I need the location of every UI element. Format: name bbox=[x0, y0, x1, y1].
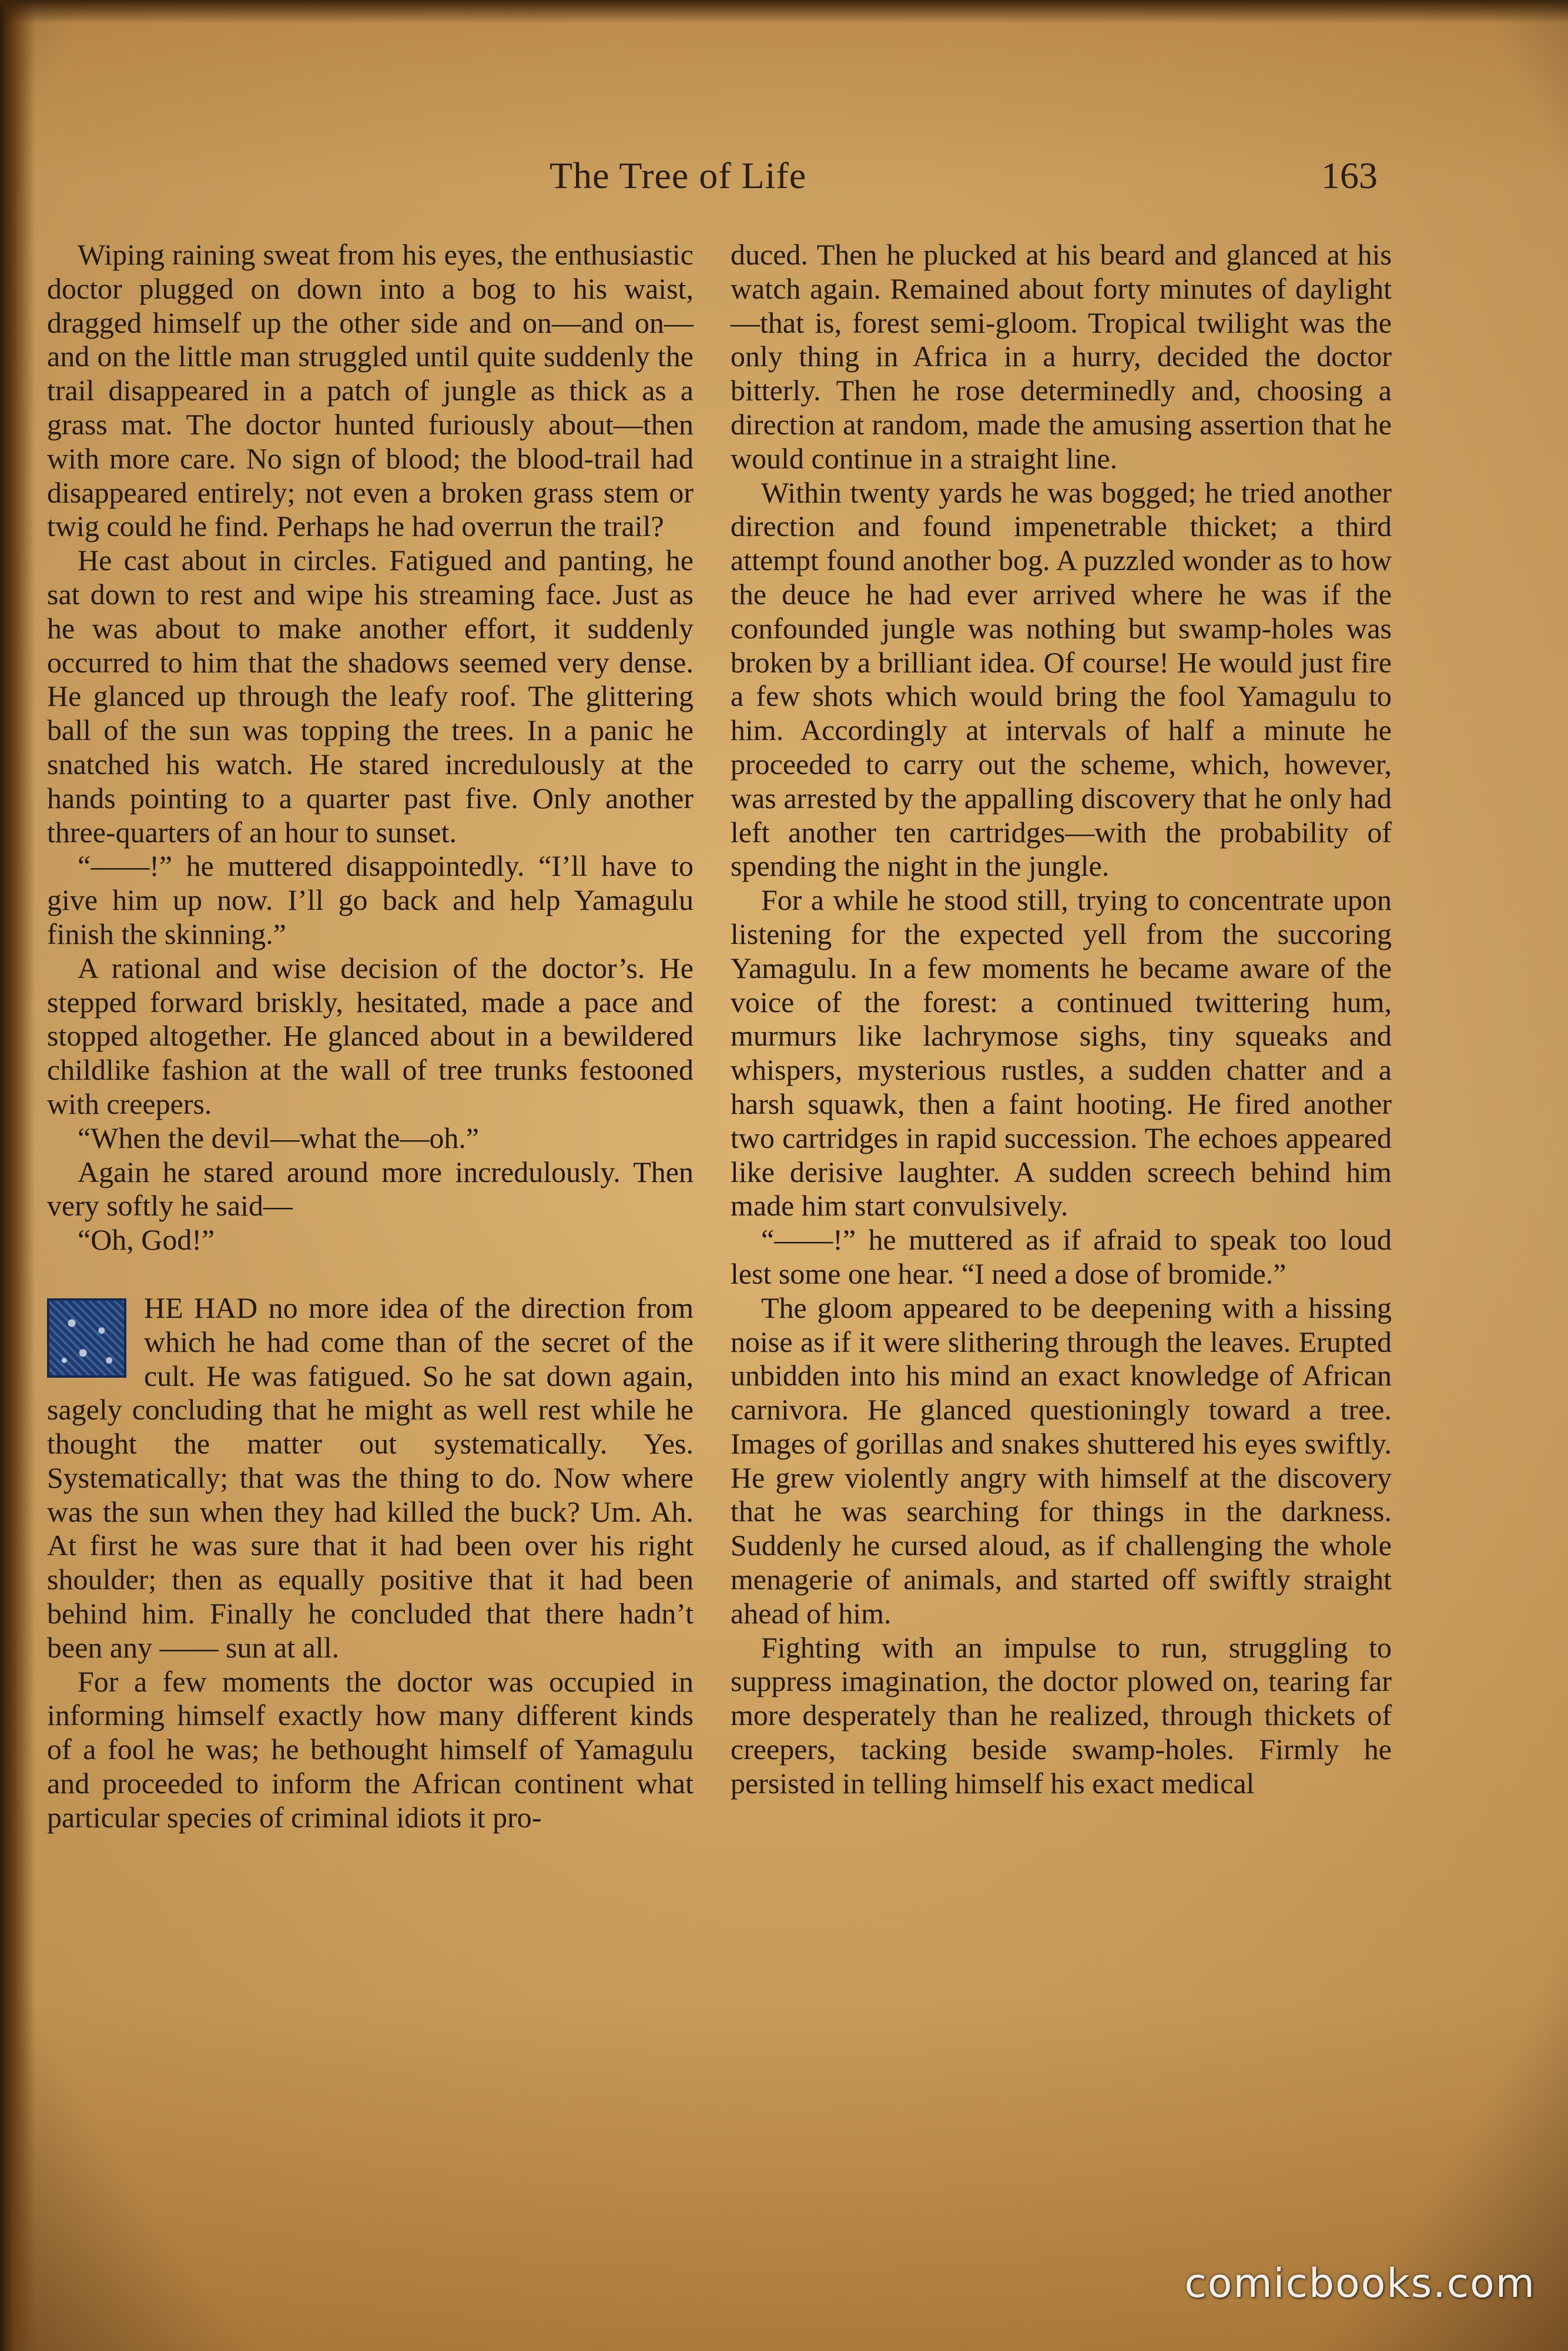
paragraph: Fighting with an impulse to run, struggling to suppress imagination, the doctor plowed on, tearing far more desperately than he realized, through thickets of creepers, tacking beside swamp-holes. Firmly he persisted in telling himself his exact medical bbox=[731, 1630, 1392, 1800]
paragraph: Wiping raining sweat from his eyes, the enthusiastic doctor plugged on down into a bog to his waist, dragged himself up the other side and on—and on—and on the little man struggled until quite suddenly the trail disappeared in a patch of jungle as thick as a grass mat. The doctor hunted furiously about—then with more care. No sign of blood; the blood-trail had disappeared entirely; not even a broken grass stem or twig could he find. Perhaps he had overrun the trail? bbox=[47, 238, 693, 543]
paragraph: “Oh, God!” bbox=[78, 1223, 215, 1257]
paragraph: For a few moments the doctor was occupied in informing himself exactly how many different kinds of a fool he was; he bethought himself of Yamagulu and proceeded to inform the African continent what particular species of criminal idiots it pro- bbox=[47, 1665, 693, 1834]
page-shadow-left bbox=[0, 0, 35, 2351]
paragraph: A rational and wise decision of the doctor’s. He stepped forward briskly, hesitated, made a pace and stopped altogether. He glanced about in a bewildered childlike fashion at the wall of tree trunks festooned with creepers. bbox=[47, 951, 693, 1120]
running-head-title: The Tree of Life bbox=[550, 155, 807, 196]
ornament-icon bbox=[47, 1298, 126, 1378]
section-break bbox=[47, 1257, 693, 1291]
left-column bbox=[47, 238, 693, 1835]
section-opening-paragraph: HE HAD no more idea of the direction from which he had come than of the secret of the cult. He was fatigued. So he sat down again, sagely concluding that he might as well rest while he thought the matter out systematically. Yes. Systematically; that was the thing to do. Now where was the sun when they had killed the buck? Um. Ah. At first he was sure that it had been over his right shoulder; then as equally positive that it had been behind him. Finally he concluded that there hadn’t been any —— sun at all. bbox=[47, 1291, 693, 1664]
paragraph: “When the devil—what the—oh.” bbox=[78, 1121, 480, 1154]
paragraph: Again he stared around more incredulously. Then very softly he said— bbox=[47, 1155, 693, 1223]
paragraph-continued: duced. Then he plucked at his beard and glanced at his watch again. Remained about forty minutes of daylight—that is, forest semi-gloom. Tropical twilight was the only thing in Africa in a hurry, decided the doctor bitterly. Then he rose determinedly and, choosing a direction at random, made the amusing assertion that he would continue in a straight line. bbox=[731, 238, 1392, 475]
paragraph: The gloom appeared to be deepening with a hissing noise as if it were slithering through the leaves. Erupted unbidden into his mind an exact knowledge of African carnivora. He glanced questioningly toward a tree. Images of gorillas and snakes shuttered his eyes swiftly. He grew violently angry with himself at the discovery that he was searching for things in the darkness. Suddenly he cursed aloud, as if challenging the whole menagerie of animals, and started off swiftly straight ahead of him. bbox=[731, 1291, 1392, 1630]
paragraph: “——!” he muttered disappointedly. “I’ll have to give him up now. I’ll go back and help Yamagulu finish the skinning.” bbox=[47, 849, 693, 950]
page-shadow-top bbox=[0, 0, 1568, 24]
right-column bbox=[731, 238, 1392, 1801]
paragraph: He cast about in circles. Fatigued and panting, he sat down to rest and wipe his streaming face. Just as he was about to make another effort, it suddenly occurred to him that the shadows seemed very dense. He glanced up through the leafy roof. The glittering ball of the sun was topping the trees. In a panic he snatched his watch. He stared incredulously at the hands pointing to a quarter past five. Only another three-quarters of an hour to sunset. bbox=[47, 544, 693, 849]
watermark: comicbooks.com bbox=[1184, 2260, 1536, 2307]
paragraph: “——!” he muttered as if afraid to speak too loud lest some one hear. “I need a dose of bromide.” bbox=[731, 1223, 1392, 1290]
paragraph: Within twenty yards he was bogged; he tried another direction and found impenetrable thicket; a third attempt found another bog. A puzzled wonder as to how the deuce he had ever arrived where he was if the confounded jungle was nothing but swamp-holes was broken by a brilliant idea. Of course! He would just fire a few shots which would bring the fool Yamagulu to him. Accordingly at intervals of half a minute he proceeded to carry out the scheme, which, however, was arrested by the appalling discovery that he only had left another ten cartridges—with the probability of spending the night in the jungle. bbox=[731, 475, 1392, 883]
paragraph: For a while he stood still, trying to concentrate upon listening for the expected yell from the succoring Yamagulu. In a few moments he became aware of the voice of the forest: a continued twittering hum, murmurs like lachrymose sighs, tiny squeaks and whispers, mysterious rustles, a sudden chatter and a harsh squawk, then a faint hooting. He fired another two cartridges in rapid succession. The echoes appeared like derisive laughter. A sudden screech behind him made him start convulsively. bbox=[731, 883, 1392, 1223]
page-number: 163 bbox=[1321, 155, 1378, 196]
running-head bbox=[0, 154, 1568, 201]
